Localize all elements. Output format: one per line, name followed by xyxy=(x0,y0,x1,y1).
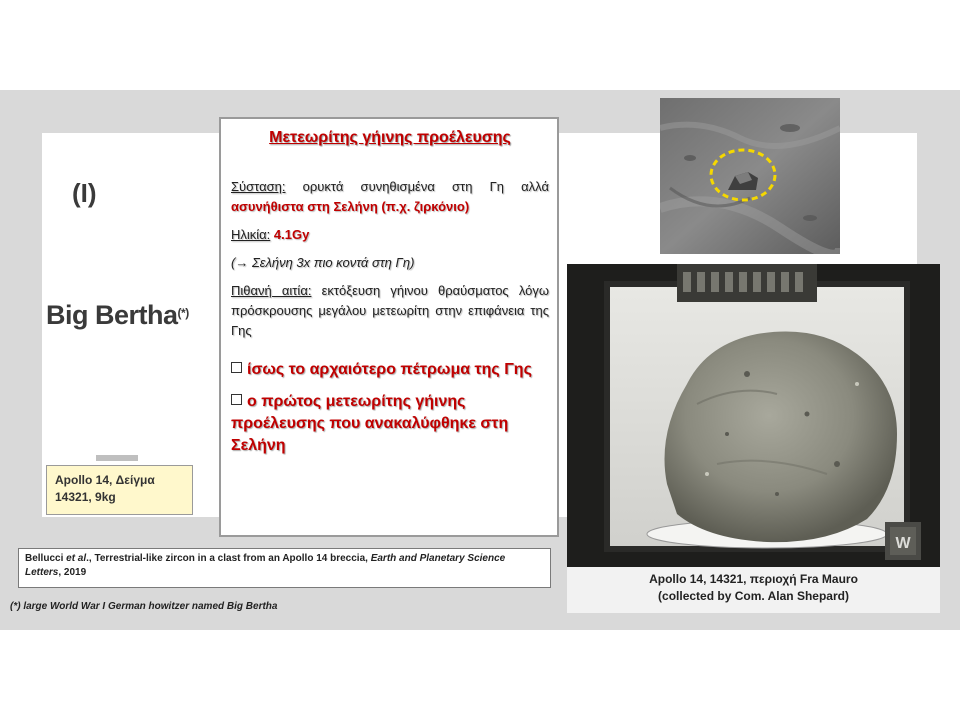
description-box xyxy=(219,117,559,537)
footnote-marker: (*) xyxy=(177,306,189,320)
age-value: 4.1Gy xyxy=(273,227,310,242)
composition-highlight: ασυνήθιστα στη Σελήνη (π.χ. ζιρκόνιο) xyxy=(231,199,470,214)
sample-name xyxy=(46,300,189,331)
bullet-text: ο πρώτος μετεωρίτης γήινης προέλευσης που ανακαλύφθηκε στη Σελήνη xyxy=(231,393,509,454)
divider-bar xyxy=(96,455,138,461)
lunar-surface-photo xyxy=(660,98,840,254)
caption-line-1: Apollo 14, 14321, περιοχή Fra Mauro xyxy=(649,572,858,586)
age-paragraph xyxy=(231,225,549,245)
bullet-text: ίσως το αρχαιότερο πέτρωμα της Γης xyxy=(247,361,532,378)
ref-etal: et al xyxy=(66,553,87,564)
cause-paragraph xyxy=(231,281,549,341)
cause-label: Πιθανή αιτία: xyxy=(231,283,312,298)
ref-title: ., Terrestrial-like zircon in a clast from an Apollo 14 breccia, xyxy=(86,553,371,564)
box-title: Μετεωρίτης γήινης προέλευσης xyxy=(269,129,511,146)
bullet-oldest-rock xyxy=(231,359,549,381)
moon-distance-note: (→ Σελήνη 3x πιο κοντά στη Γη) xyxy=(231,255,415,270)
cause-text: εκτόξευση γήινου θραύσματος λόγω πρόσκρουσης μεγάλου μετεωρίτη στην επιφάνεια της Γης xyxy=(231,283,550,338)
roman-label: (I) xyxy=(72,178,97,208)
reference-box xyxy=(18,548,551,588)
footnote: (*) large World War I German howitzer named Big Bertha xyxy=(10,601,278,612)
photo-caption xyxy=(567,567,940,613)
checkbox-icon xyxy=(231,362,242,373)
composition-label: Σύσταση: xyxy=(231,179,286,194)
ref-year: , 2019 xyxy=(58,567,87,578)
ref-authors: Bellucci xyxy=(25,553,67,564)
rock-sample-photo xyxy=(567,264,940,567)
age-label: Ηλικία: xyxy=(231,227,271,242)
checkbox-icon xyxy=(231,394,242,405)
composition-paragraph xyxy=(231,177,549,217)
sample-info-box: Apollo 14, Δείγμα 14321, 9kg xyxy=(46,465,193,515)
bullet-first-meteorite xyxy=(231,391,549,457)
svg-text:W: W xyxy=(895,535,911,552)
sample-name-text: Big Bertha xyxy=(46,300,178,330)
caption-line-2: (collected by Com. Alan Shepard) xyxy=(658,589,849,603)
composition-text: ορυκτά συνηθισμένα στη Γη αλλά xyxy=(285,179,549,194)
ref-journal: Earth and Planetary Science Letters xyxy=(25,553,506,578)
